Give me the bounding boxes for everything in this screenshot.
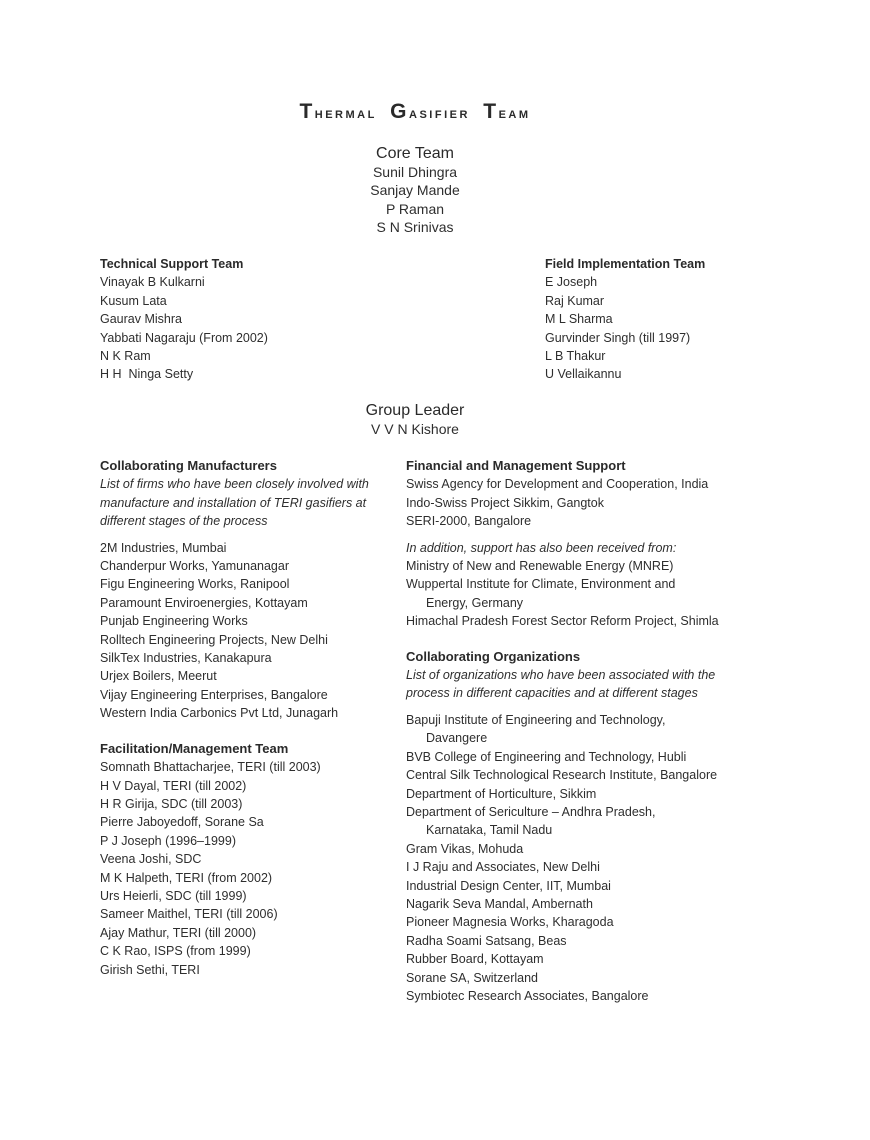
facilitation-team-heading: Facilitation/Management Team bbox=[100, 740, 289, 756]
core-team-member: S N Srinivas bbox=[376, 218, 454, 235]
manufacturers-description-line: manufacture and installation of TERI gasifiers at bbox=[100, 495, 367, 510]
technical-support-member: Yabbati Nagaraju (From 2002) bbox=[100, 330, 268, 345]
organization-item: Pioneer Magnesia Works, Kharagoda bbox=[406, 915, 614, 930]
additional-support-item-continued: Energy, Germany bbox=[426, 595, 524, 610]
manufacturer-item: Western India Carbonics Pvt Ltd, Junagarh bbox=[100, 706, 339, 721]
organization-item-continued: Karnataka, Tamil Nadu bbox=[426, 823, 553, 838]
title-word-initial: G bbox=[390, 100, 410, 123]
technical-support-member: Vinayak B Kulkarni bbox=[100, 275, 205, 290]
technical-support-section bbox=[100, 255, 400, 384]
financial-support-item: Swiss Agency for Development and Cooperation, India bbox=[406, 477, 709, 492]
collaborating-organizations-heading: Collaborating Organizations bbox=[406, 648, 581, 664]
facilitation-item: Urs Heierli, SDC (till 1999) bbox=[100, 888, 247, 903]
financial-support-heading: Financial and Management Support bbox=[406, 458, 626, 473]
core-team-member: Sunil Dhingra bbox=[372, 164, 458, 180]
manufacturer-item: Figu Engineering Works, Ranipool bbox=[100, 577, 290, 592]
organization-item: Nagarik Seva Mandal, Ambernath bbox=[406, 896, 593, 911]
title-word-rest: asifier bbox=[409, 105, 470, 122]
field-implementation-member: E Joseph bbox=[545, 275, 598, 290]
organization-item: Symbiotec Research Associates, Bangalore bbox=[406, 988, 649, 1003]
group-leader-name: V V N Kishore bbox=[371, 421, 459, 437]
manufacturers-description-line: different stages of the process bbox=[100, 514, 268, 529]
core-team-member: Sanjay Mande bbox=[370, 182, 460, 199]
technical-support-member: H H Ninga Setty bbox=[100, 367, 194, 382]
core-team-section bbox=[0, 144, 830, 236]
facilitation-item: Ajay Mathur, TERI (till 2000) bbox=[100, 925, 257, 940]
field-implementation-section bbox=[545, 255, 825, 384]
facilitation-item: H R Girija, SDC (till 2003) bbox=[100, 796, 243, 811]
facilitation-item: C K Rao, ISPS (from 1999) bbox=[100, 944, 251, 959]
organization-item: Industrial Design Center, IIT, Mumbai bbox=[406, 878, 611, 893]
organization-item: Bapuji Institute of Engineering and Technology, bbox=[406, 712, 666, 727]
organization-item: Rubber Board, Kottayam bbox=[406, 952, 544, 967]
field-implementation-member: L B Thakur bbox=[545, 349, 606, 364]
title-word-initial: T bbox=[299, 100, 315, 123]
facilitation-item: Pierre Jaboyedoff, Sorane Sa bbox=[100, 815, 264, 830]
facilitation-item: P J Joseph (1996–1999) bbox=[100, 833, 236, 848]
organization-item-continued: Davangere bbox=[426, 731, 488, 746]
field-implementation-member: Raj Kumar bbox=[545, 293, 605, 308]
facilitation-item: H V Dayal, TERI (till 2002) bbox=[100, 778, 247, 793]
organization-item: Sorane SA, Switzerland bbox=[406, 970, 539, 985]
financial-support-item: Indo-Swiss Project Sikkim, Gangtok bbox=[406, 495, 604, 510]
organization-item: I J Raju and Associates, New Delhi bbox=[406, 860, 600, 875]
facilitation-item: Somnath Bhattacharjee, TERI (till 2003) bbox=[100, 760, 321, 775]
field-implementation-member: U Vellaikannu bbox=[545, 367, 622, 382]
core-team-heading: Core Team bbox=[376, 145, 454, 162]
organizations-description-line: process in different capacities and at different stages bbox=[406, 686, 698, 701]
field-implementation-member: M L Sharma bbox=[545, 312, 613, 327]
additional-support-item: Himachal Pradesh Forest Sector Reform Project, Shimla bbox=[406, 614, 719, 629]
manufacturer-item: Punjab Engineering Works bbox=[100, 614, 248, 629]
manufacturer-item: Urjex Boilers, Meerut bbox=[100, 669, 217, 684]
facilitation-item: Girish Sethi, TERI bbox=[100, 962, 200, 977]
manufacturer-item: Paramount Enviroenergies, Kottayam bbox=[100, 595, 308, 610]
facilitation-item: M K Halpeth, TERI (from 2002) bbox=[100, 870, 273, 885]
organization-item: Central Silk Technological Research Institute, Bangalore bbox=[406, 768, 718, 783]
manufacturers-description-line: List of firms who have been closely involved with bbox=[100, 477, 369, 492]
right-column bbox=[406, 457, 746, 1005]
facilitation-item: Veena Joshi, SDC bbox=[100, 852, 202, 867]
additional-support-item: Ministry of New and Renewable Energy (MNRE) bbox=[406, 559, 674, 574]
page-title bbox=[0, 100, 830, 124]
collaborating-manufacturers-heading: Collaborating Manufacturers bbox=[100, 458, 277, 473]
title-word-rest: hermal bbox=[314, 105, 377, 122]
organization-item: Department of Horticulture, Sikkim bbox=[406, 786, 597, 801]
technical-support-member: Gaurav Mishra bbox=[100, 312, 182, 327]
manufacturer-item: Rolltech Engineering Projects, New Delhi bbox=[100, 632, 328, 647]
financial-support-item: SERI-2000, Bangalore bbox=[406, 514, 532, 529]
field-implementation-member: Gurvinder Singh (till 1997) bbox=[545, 330, 691, 345]
organization-item: Gram Vikas, Mohuda bbox=[406, 841, 524, 856]
facilitation-item: Sameer Maithel, TERI (till 2006) bbox=[100, 907, 278, 922]
left-column bbox=[100, 457, 395, 979]
title-word-initial: T bbox=[483, 100, 499, 123]
technical-support-member: N K Ram bbox=[100, 349, 151, 364]
additional-support-item: Wuppertal Institute for Climate, Environment and bbox=[406, 577, 676, 592]
organizations-description-line: List of organizations who have been associated with the bbox=[406, 668, 716, 683]
manufacturer-item: SilkTex Industries, Kanakapura bbox=[100, 651, 272, 666]
organization-item: Radha Soami Satsang, Beas bbox=[406, 933, 567, 948]
group-leader-heading: Group Leader bbox=[365, 402, 465, 419]
technical-support-heading: Technical Support Team bbox=[100, 257, 244, 271]
title-word-rest: eam bbox=[498, 105, 531, 122]
core-team-member: P Raman bbox=[385, 200, 445, 217]
technical-support-member: Kusum Lata bbox=[100, 293, 167, 308]
organization-item: BVB College of Engineering and Technology, Hubli bbox=[406, 749, 687, 764]
additional-support-note: In addition, support has also been received from: bbox=[406, 540, 677, 555]
manufacturer-item: Chanderpur Works, Yamunanagar bbox=[100, 559, 289, 574]
manufacturer-item: 2M Industries, Mumbai bbox=[100, 540, 227, 555]
manufacturer-item: Vijay Engineering Enterprises, Bangalore bbox=[100, 687, 328, 702]
field-implementation-heading: Field Implementation Team bbox=[545, 257, 706, 271]
group-leader-section bbox=[0, 401, 830, 438]
organization-item: Department of Sericulture – Andhra Pradesh, bbox=[406, 804, 656, 819]
